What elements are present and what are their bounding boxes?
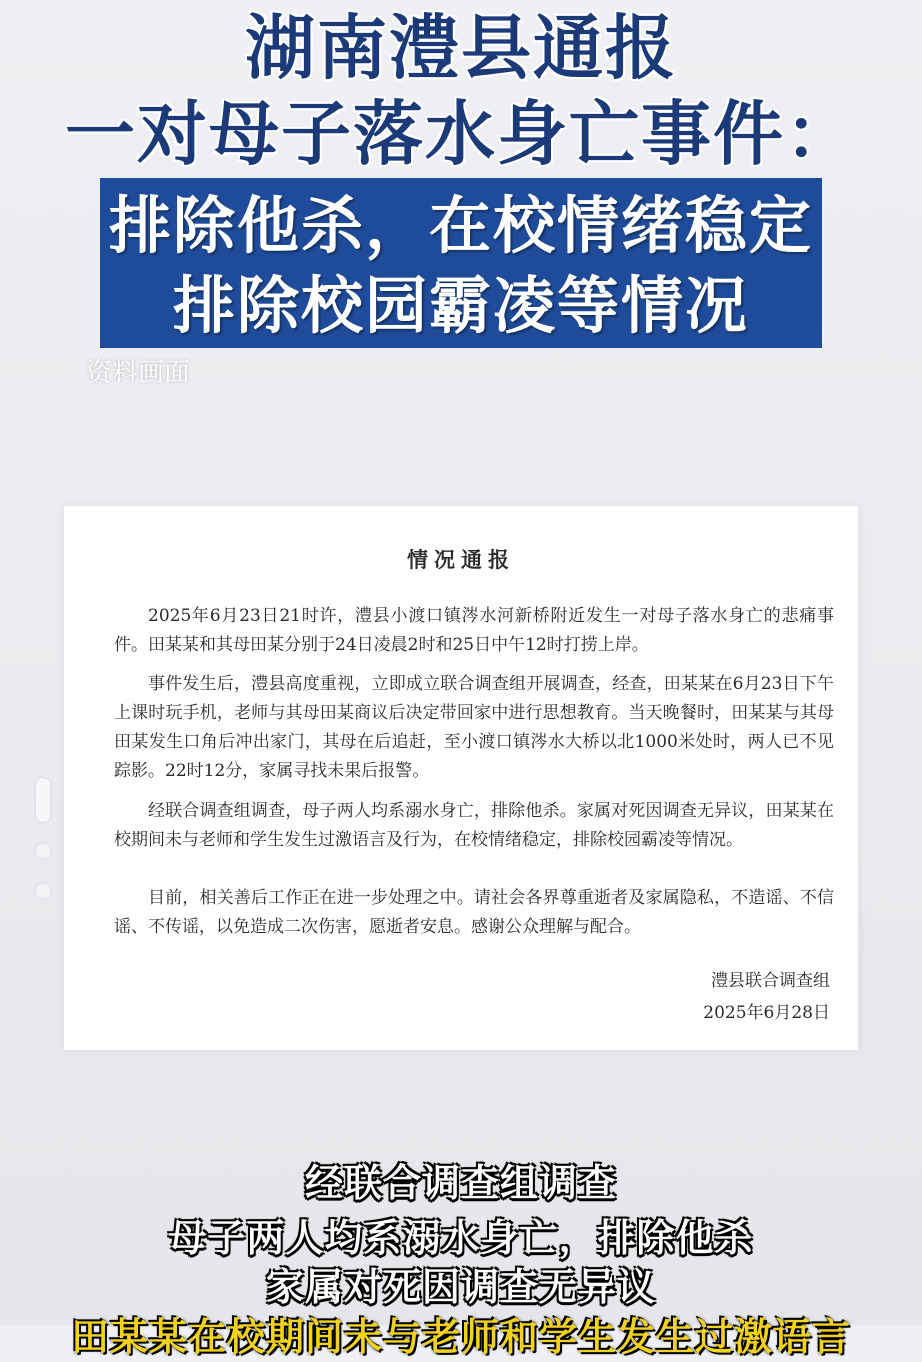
highlight-banner (100, 178, 822, 348)
notice-document (64, 506, 858, 1050)
document-title: 情况通报 (407, 547, 515, 572)
side-dot-icon (34, 842, 52, 860)
headline-line-1: 湖南澧县通报 (245, 7, 677, 89)
banner-line-2: 排除校园霸凌等情况 (172, 269, 749, 342)
video-subtitle: 经联合调查组调查 (304, 1161, 617, 1205)
video-subtitle-partial: 田某某在校期间未与老师和学生发生过激语言 (70, 1315, 851, 1359)
headline-line-2: 一对母子落水身亡事件： (65, 93, 857, 175)
document-paragraph: 2025年6月23日21时许，澧县小渡口镇涔水河新桥附近发生一对母子落水身亡的悲痛事件。田某某和其母田某分别于24日凌晨2时和25日中午12时打捞上岸。 (114, 606, 834, 655)
document-paragraph: 经联合调查组调查，母子两人均系溺水身亡，排除他杀。家属对死因调查无异议，田某某在校期间未与老师和学生发生过激语言及行为，在校情绪稳定，排除校园霸凌等情况。 (114, 801, 834, 850)
video-subtitle: 家属对死因调查无异议 (265, 1265, 656, 1309)
document-paragraph: 目前，相关善后工作正在进一步处理之中。请社会各界尊重逝者及家属隐私，不造谣、不信谣、不传谣，以免造成二次伤害，愿逝者安息。感谢公众理解与配合。 (114, 888, 834, 937)
side-dot-icon (34, 882, 52, 900)
document-issuer: 澧县联合调查组 (711, 971, 830, 991)
source-note: 资料画面 (86, 358, 191, 388)
banner-line-1: 排除他杀，在校情绪稳定 (108, 189, 813, 262)
video-subtitle: 母子两人均系溺水身亡，排除他杀 (168, 1216, 754, 1260)
document-paragraph: 事件发生后，澧县高度重视，立即成立联合调查组开展调查，经查，田某某在6月23日下午上课时玩手机，老师与其母田某商议后决定带回家中进行思想教育。当天晚餐时，田某某与其母田某发生口角后冲出家门，其母在后追赶，至小渡口镇涔水大桥以北1000米处时，两人已不见踪影。22时12分，家属寻找未果后报警。 (114, 674, 834, 781)
side-scroll-handle[interactable] (36, 778, 50, 822)
document-date: 2025年6月28日 (703, 1003, 830, 1023)
